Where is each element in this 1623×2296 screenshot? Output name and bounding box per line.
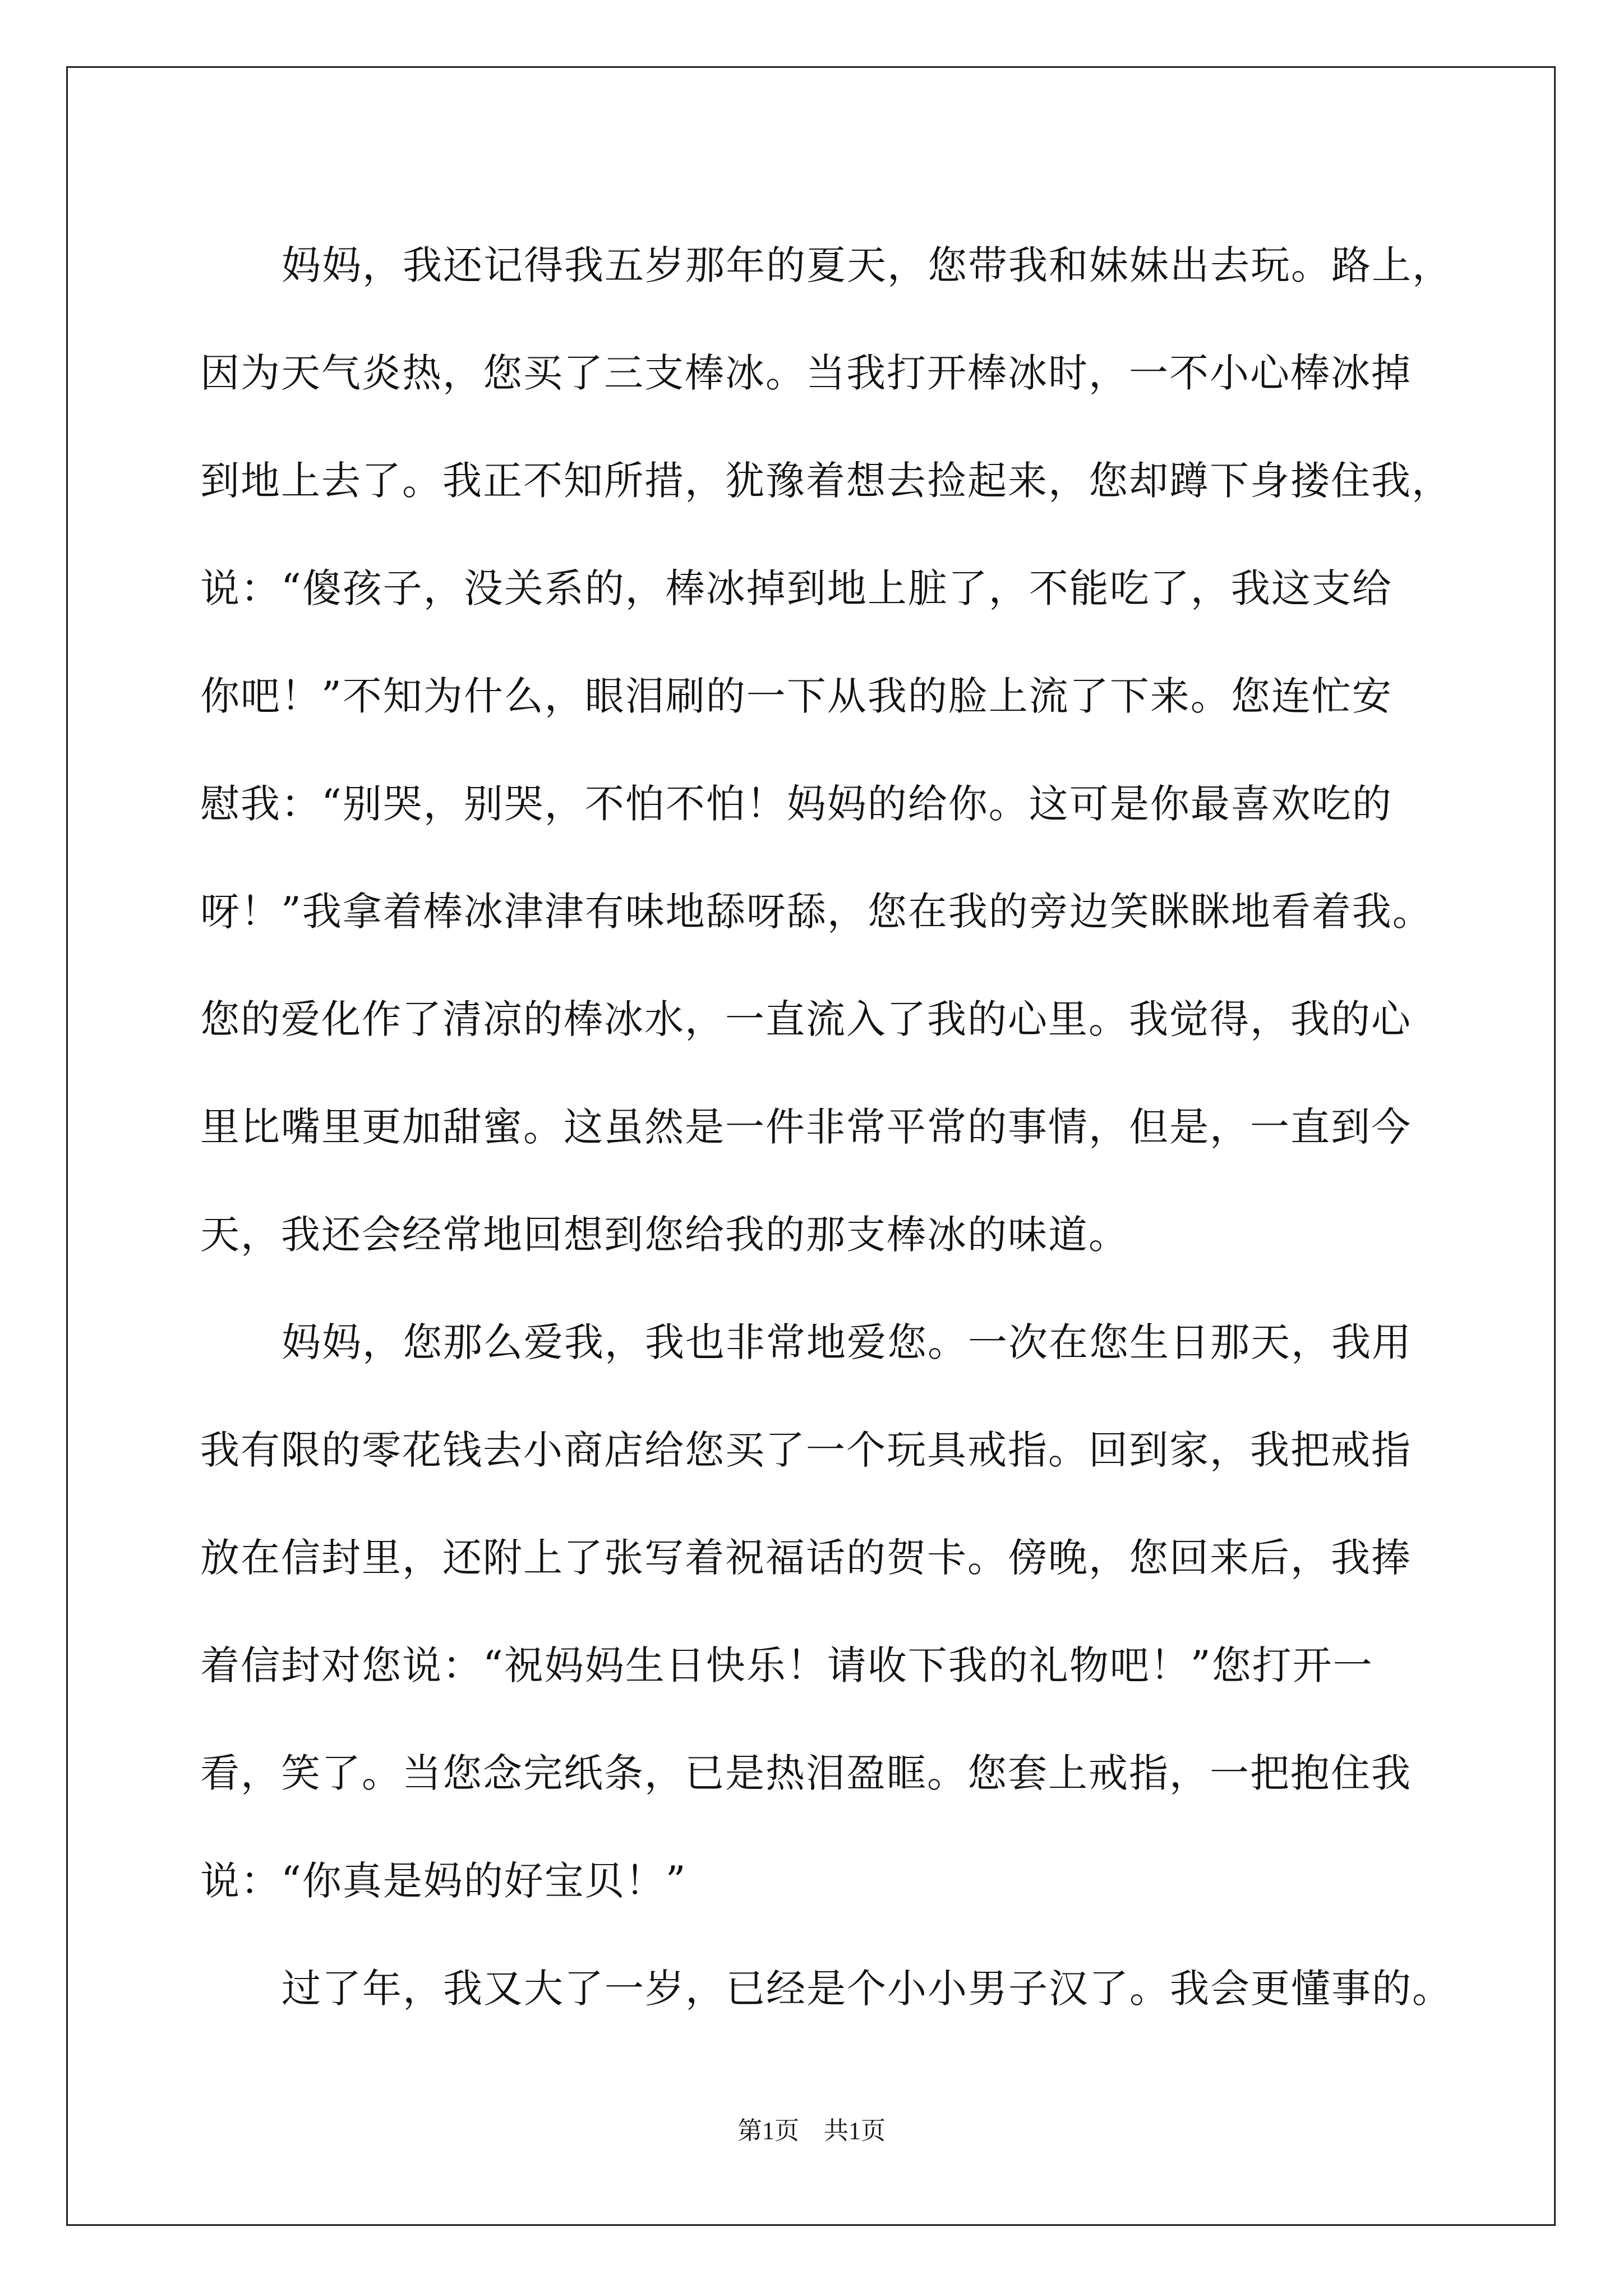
text-line: 呀！”我拿着棒冰津津有味地舔呀舔，您在我的旁边笑眯眯地看着我。 — [200, 889, 1433, 935]
text-line: 妈妈，我还记得我五岁那年的夏天，您带我和妹妹出去玩。路上， — [282, 242, 1453, 288]
text-line: 慰我：“别哭，别哭，不怕不怕！妈妈的给你。这可是你最喜欢吃的 — [200, 781, 1393, 827]
text-line: 里比嘴里更加甜蜜。这虽然是一件非常平常的事情，但是，一直到今 — [200, 1104, 1412, 1150]
page-footer — [0, 2110, 1623, 2146]
text-line: 你吧！”不知为什么，眼泪刷的一下从我的脸上流了下来。您连忙安 — [200, 673, 1393, 719]
document-body — [200, 211, 1453, 2042]
text-line: 到地上去了。我正不知所措，犹豫着想去捡起来，您却蹲下身搂住我， — [200, 458, 1452, 504]
text-line: 说：“你真是妈的好宝贝！” — [200, 1858, 687, 1904]
text-line: 过了年，我又大了一岁，已经是个小小男子汉了。我会更懂事的。 — [282, 1966, 1453, 2012]
text-line: 放在信封里，还附上了张写着祝福话的贺卡。傍晚，您回来后，我捧 — [200, 1535, 1412, 1581]
page-number-label: 第1页 共1页 — [737, 2117, 886, 2145]
text-line: 说：“傻孩子，没关系的，棒冰掉到地上脏了，不能吃了，我这支给 — [200, 565, 1393, 611]
text-line: 因为天气炎热，您买了三支棒冰。当我打开棒冰时，一不小心棒冰掉 — [200, 350, 1412, 396]
text-line: 着信封对您说：“祝妈妈生日快乐！请收下我的礼物吧！”您打开一 — [200, 1642, 1373, 1688]
text-line: 我有限的零花钱去小商店给您买了一个玩具戒指。回到家，我把戒指 — [200, 1427, 1412, 1473]
text-line: 您的爱化作了清凉的棒冰水，一直流入了我的心里。我觉得，我的心 — [200, 996, 1412, 1042]
text-line: 看，笑了。当您念完纸条，已是热泪盈眶。您套上戒指，一把抱住我 — [200, 1750, 1412, 1796]
text-line: 妈妈，您那么爱我，我也非常地爱您。一次在您生日那天，我用 — [282, 1319, 1412, 1365]
text-line: 天，我还会经常地回想到您给我的那支棒冰的味道。 — [200, 1212, 1129, 1258]
